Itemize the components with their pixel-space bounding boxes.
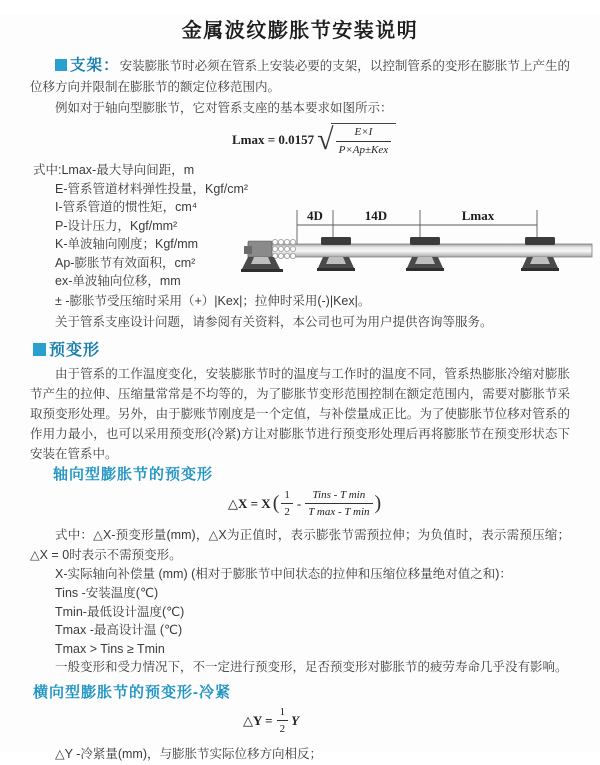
formula-lateral-predeform [0, 706, 600, 736]
temp-line: Tmin-最低设计温度(℃) [55, 604, 185, 619]
document-page [0, 14, 600, 761]
temperature-fraction [305, 488, 372, 520]
half-fraction [281, 488, 293, 520]
predeform-section-heading [33, 341, 600, 361]
formula-lmax-denominator: P×Ap±Kex [338, 143, 389, 156]
temp-line: Tins -安装温度(℃) [55, 586, 159, 600]
support-requirements-diagram [242, 206, 598, 306]
formula-lmax [0, 123, 600, 157]
support-section-label: 支架： [70, 57, 120, 74]
blue-square-icon [55, 59, 67, 71]
formula-lmax-lhs: Lmax = 0.0157 [232, 132, 315, 147]
formula-lateral-rhs: Y [291, 712, 300, 728]
formula-axial-predeform [0, 488, 600, 520]
support-example-line: 例如对于轴向型膨胀节，它对管系支座的基本要求如图所示： [55, 101, 393, 115]
sqrt-symbol-icon: √ [317, 123, 334, 156]
radicand-box [331, 123, 397, 157]
lateral-subsection-heading: 横向型膨胀节的预变形-冷紧 [33, 683, 231, 701]
support-intro-paragraph [30, 55, 570, 98]
half-fraction [277, 705, 289, 737]
definition-line: E-管系管道材料弹性投量，Kgf/cm² [55, 181, 249, 196]
half-numerator: 1 [281, 488, 293, 504]
axial-x-definition: X-实际轴向补偿量 (mm) (相对于膨胀节中间状态的拉伸和压缩位移量绝对值之和)： [55, 566, 512, 581]
support-service-note: 关于管系支座设计问题，请参阅有关资料，本公司也可为用户提供咨询等服务。 [55, 314, 493, 329]
predeform-paragraph: 由于管系的工作温度变化，安装膨胀节时的温度与工作时的温度不同，管系热膨胀冷缩对膨胀节产生的拉伸、压缩量常常是不均等的，为了膨胀节变形范围控制在额定范围内，需要对膨胀节采取预变形处理。另外，由于膨账节刚度是一个定值，与补偿量成正比。为了使膨胀节位移对管系的作用力最小，也可以采用预变形(冷紧)方让对膨胀节进行预变形处理后再将膨胀节在预变形状态下安装在管系中。 [30, 366, 570, 461]
dimension-labels [307, 208, 495, 223]
half-denominator: 2 [284, 506, 290, 518]
temp-line: Tmax -最高设计温 (℃) [55, 623, 183, 637]
sqrt-radical [317, 123, 396, 157]
kex-sign-note: ± -膨胀节受压缩时采用（+）|Kex|；拉伸时采用(-)|Kex|。 [55, 293, 371, 308]
page-title: 金属波纹膨胀节安装说明 [181, 20, 419, 42]
open-paren: ( [272, 492, 280, 514]
pipe [248, 244, 592, 257]
half-numerator: 1 [277, 705, 289, 721]
formula-lateral-lhs: △Y = [243, 712, 273, 728]
definition-line: Ap-膨胀节有效面积，cm² [55, 255, 196, 270]
formula-lmax-fraction [336, 125, 392, 157]
minus-sign: - [296, 495, 302, 511]
definition-line: P-设计压力，Kgf/mm² [55, 218, 178, 233]
definition-line: I-管系管道的惯性矩，cm⁴ [55, 200, 198, 214]
close-paren: ) [374, 492, 382, 514]
temperature-definitions [30, 584, 570, 658]
temperature-denominator: T max - T min [308, 506, 370, 518]
dim-label-4d: 4D [307, 208, 323, 223]
axial-note: 一般变形和受力情况下，不一定进行预变形，足否预变形对膨胀节的疲劳寿命几乎没有影响。 [55, 660, 568, 674]
predeform-section-label: 预变形 [49, 341, 101, 359]
axial-explain-paragraph: 式中：△X-预变形量(mm)，△X为正值时，表示膨张节需预拉伸；为负值时，表示需预压缩；△X = 0时表示不需预变形。 [30, 527, 570, 562]
temp-line: Tmax > Tins ≥ Tmin [55, 641, 165, 656]
temperature-numerator: Tins - T min [305, 488, 372, 504]
lateral-note: △Y -冷紧量(mm)，与膨胀节实际位移方向相反； [55, 746, 323, 761]
definition-line: K-单波轴向刚度；Kgf/mm [55, 237, 199, 251]
definition-line: ex-单波轴向位移，mm [55, 274, 181, 288]
blue-square-icon [33, 343, 46, 356]
half-denominator: 2 [279, 723, 286, 735]
axial-subsection-heading: 轴向型膨胀节的预变形 [53, 465, 214, 483]
definition-line: 式中:Lmax-最大导向间距，m [33, 163, 195, 177]
formula-lmax-numerator: E×I [336, 125, 392, 141]
dim-label-14d: 14D [364, 208, 388, 223]
support-intro-text: 安装膨胀节时必须在管系上安装必要的支架，以控制管系的变形在膨胀节上产生的位移方向并限制在膨胀节的额定位移范围内。 [30, 59, 570, 94]
dim-label-lmax: Lmax [461, 208, 495, 223]
formula-axial-lhs: △X = X [228, 495, 271, 511]
